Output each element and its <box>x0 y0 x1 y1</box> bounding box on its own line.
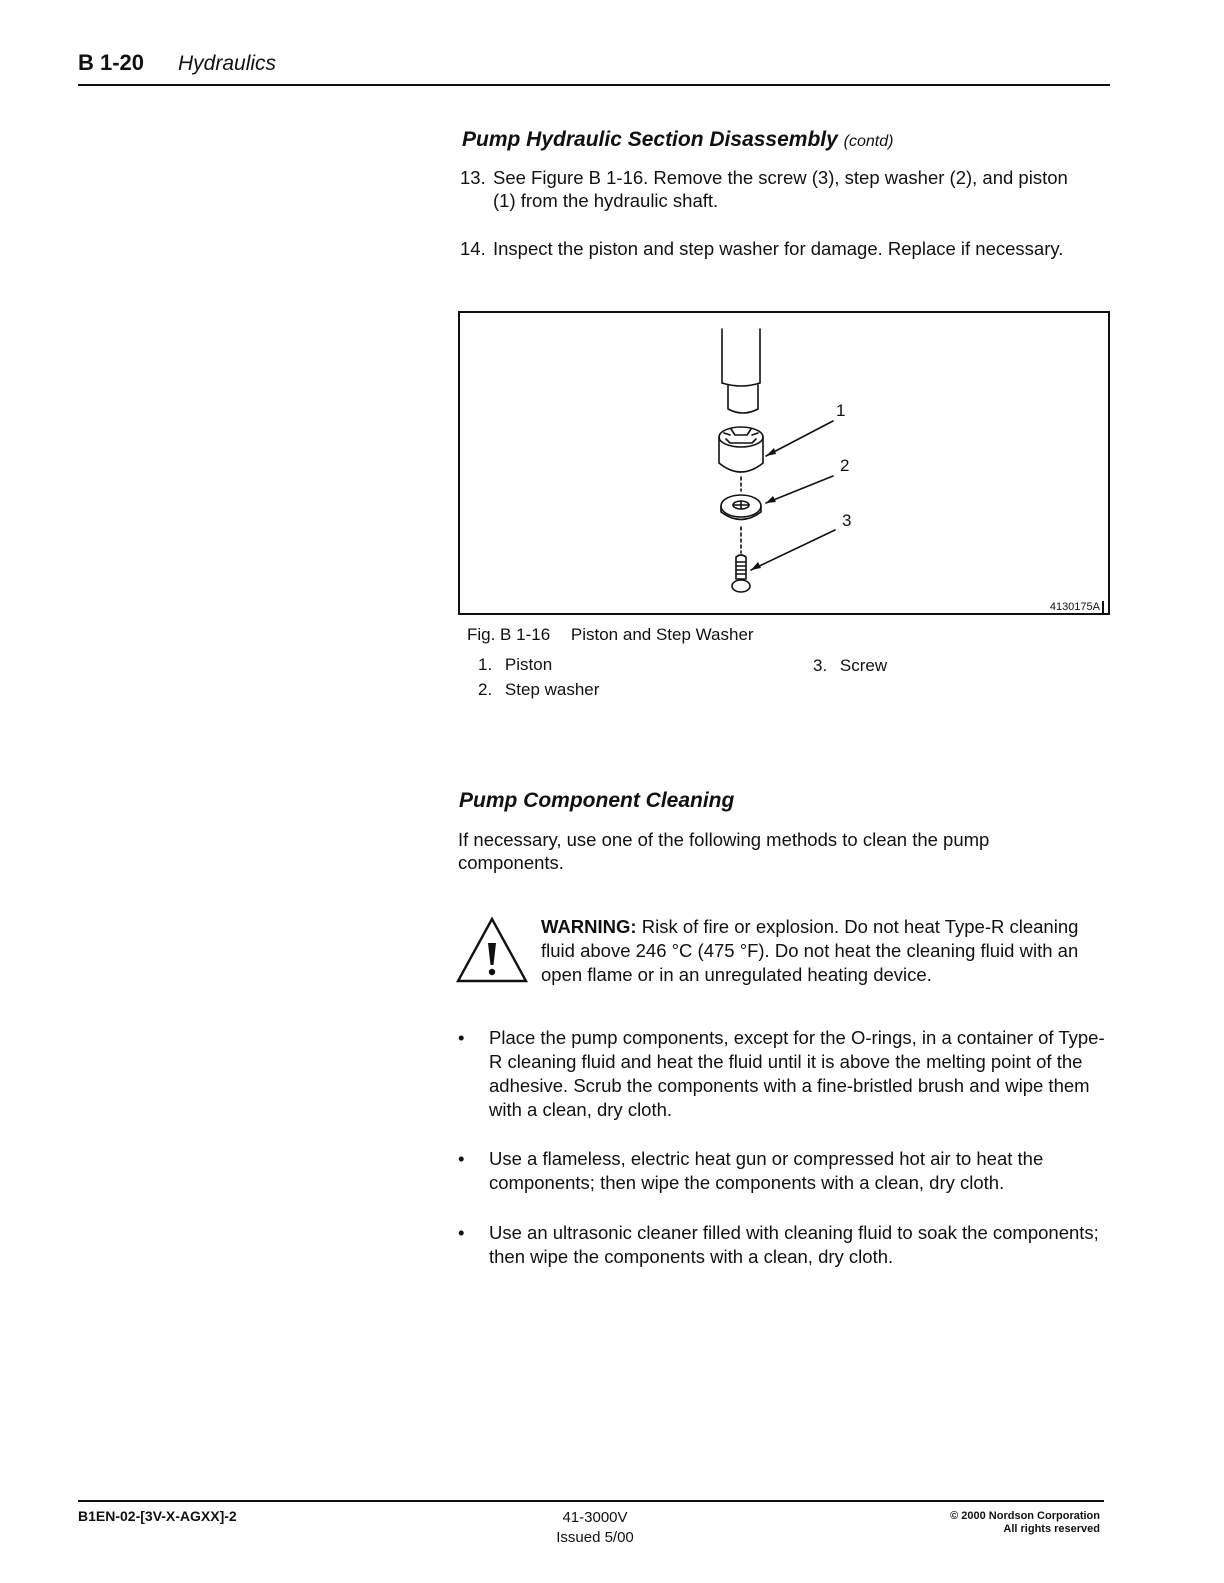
step-number: 13. <box>460 167 486 188</box>
copyright <box>950 1510 1100 1536</box>
figure-id: 4130175A <box>1050 601 1104 613</box>
list-item-text: Use an ultrasonic cleaner filled with cleaning fluid to soak the components; then wipe the components with a clean, dry cloth. <box>489 1222 1099 1267</box>
copyright-text: © 2000 Nordson Corporation <box>950 1510 1100 1522</box>
shaft-outline <box>722 329 760 383</box>
figure-piston-step-washer <box>458 311 1110 615</box>
warning-label: WARNING: <box>541 916 637 937</box>
document-code: B1EN-02-[3V-X-AGXX]-2 <box>78 1508 237 1524</box>
page-number: B 1-20 <box>78 50 145 75</box>
section-heading-cleaning: Pump Component Cleaning <box>459 789 735 812</box>
legend-item-3 <box>813 656 887 676</box>
callout-1: 1 <box>836 401 846 420</box>
legend-number: 2. <box>478 680 493 699</box>
list-item <box>458 1026 1108 1122</box>
bullet-icon: • <box>458 1027 465 1048</box>
bullet-icon: • <box>458 1222 465 1243</box>
step-14 <box>460 237 1080 260</box>
warning-text: Risk of fire or explosion. Do not heat Type-R cleaning fluid above 246 °C (475 °F). Do not heat the cleaning fluid with an open flame or in an unregulated heating device. <box>541 916 1079 985</box>
chapter-title: Hydraulics <box>178 52 277 75</box>
exploded-view-drawing <box>460 313 1108 613</box>
figure-caption <box>467 625 754 645</box>
warning-icon <box>455 915 529 985</box>
legend-number: 3. <box>813 656 828 675</box>
leader-3 <box>751 530 835 570</box>
section-heading-disassembly <box>462 128 893 152</box>
issue-date: Issued 5/00 <box>556 1529 634 1546</box>
contd-label: (contd) <box>843 133 894 150</box>
step-13 <box>460 166 1080 212</box>
callout-3: 3 <box>842 511 852 530</box>
callout-2: 2 <box>840 456 850 475</box>
part-number <box>545 1508 645 1548</box>
step-number: 14. <box>460 238 486 259</box>
caption-title: Piston and Step Washer <box>570 625 754 644</box>
leader-1 <box>766 421 833 456</box>
warning-message <box>541 915 1111 987</box>
step-text: Inspect the piston and step washer for damage. Replace if necessary. <box>493 238 1064 259</box>
list-item-text: Place the pump components, except for the O-rings, in a container of Type-R cleaning fluid and heat the fluid until it is above the melting point of the adhesive. Scrub the components with a fine-bristled brush and wipe them with a clean, dry cloth. <box>489 1027 1105 1120</box>
legend-label: Screw <box>839 656 888 675</box>
legend-item-2 <box>478 680 599 700</box>
list-item <box>458 1147 1108 1195</box>
header-rule <box>78 84 1110 86</box>
legend-item-1 <box>478 655 552 675</box>
footer-rule <box>78 1500 1104 1502</box>
caption-label: Fig. B 1-16 <box>467 625 551 644</box>
legend-label: Piston <box>504 655 553 674</box>
leader-2 <box>766 476 833 503</box>
list-item-text: Use a flameless, electric heat gun or compressed hot air to heat the components; then wipe the components with a clean, dry cloth. <box>489 1148 1044 1193</box>
bullet-icon: • <box>458 1148 465 1169</box>
legend-number: 1. <box>478 655 493 674</box>
cleaning-intro: If necessary, use one of the following methods to clean the pump components. <box>458 829 990 873</box>
rights-text: All rights reserved <box>1003 1523 1100 1535</box>
part-number-text: 41-3000V <box>562 1509 628 1526</box>
section-heading-text: Pump Hydraulic Section Disassembly <box>462 128 838 151</box>
list-item <box>458 1221 1108 1269</box>
step-text: See Figure B 1-16. Remove the screw (3), step washer (2), and piston (1) from the hydraulic shaft. <box>493 167 1068 211</box>
legend-label: Step washer <box>504 680 600 699</box>
